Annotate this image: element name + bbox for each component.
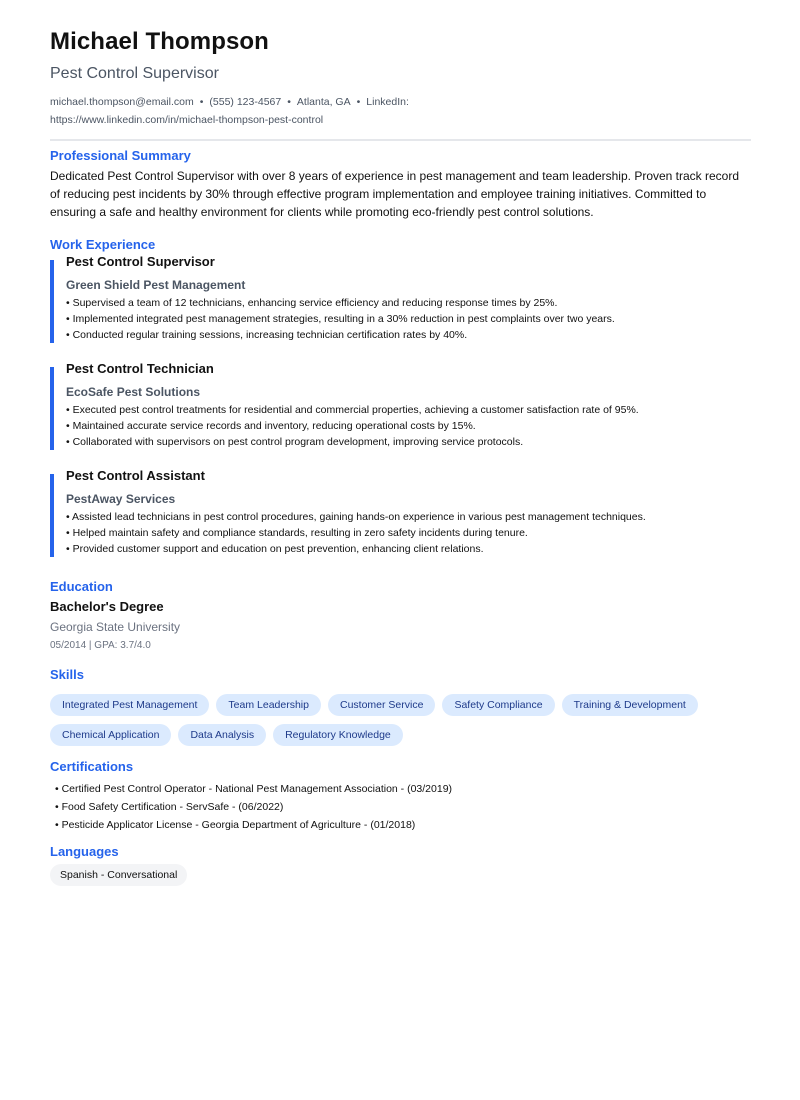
job-bullets <box>66 295 751 343</box>
skill-chips <box>50 694 750 746</box>
skill-chip: Regulatory Knowledge <box>273 724 403 746</box>
candidate-name: Michael Thompson <box>50 28 269 55</box>
linkedin-link[interactable]: https://www.linkedin.com/in/michael-thompson-pest-control <box>50 114 324 126</box>
section-heading-certifications: Certifications <box>50 759 134 774</box>
section-heading-summary: Professional Summary <box>50 148 191 163</box>
job-bullet: • Conducted regular training sessions, increasing technician certification rates by 40%. <box>66 329 468 341</box>
education-meta: 05/2014 | GPA: 3.7/4.0 <box>50 640 151 651</box>
job-role: Pest Control Assistant <box>66 468 205 483</box>
languages-section <box>50 843 751 886</box>
job-bullet: • Executed pest control treatments for residential and commercial properties, achieving a customer satisfaction rate of 95%. <box>66 404 639 416</box>
summary-text: Dedicated Pest Control Supervisor with over 8 years of experience in pest management and team leadership. Proven track record of reducing pest incidents by 30% through effective program implementation and employee training initiatives. Committed to ensuring a safe and healthy environment for clients while promoting eco-friendly pest control solutions. <box>50 169 740 219</box>
job-entry <box>50 468 751 557</box>
job-role: Pest Control Supervisor <box>66 254 215 269</box>
skills-section <box>50 666 751 746</box>
contact-separator: • <box>287 96 291 108</box>
job-bullets <box>66 402 751 450</box>
email-link[interactable]: michael.thompson@email.com <box>50 96 194 108</box>
job-company: PestAway Services <box>66 492 176 506</box>
summary-section <box>50 147 751 221</box>
skill-chip: Data Analysis <box>178 724 266 746</box>
certification-item: • Food Safety Certification - ServSafe - (06/2022) <box>55 801 284 813</box>
skill-chip: Integrated Pest Management <box>50 694 209 716</box>
job-bullet: • Collaborated with supervisors on pest control program development, improving service protocols. <box>66 436 524 448</box>
certification-item: • Pesticide Applicator License - Georgia Department of Agriculture - (01/2018) <box>55 819 416 831</box>
job-bullet: • Helped maintain safety and compliance standards, resulting in zero safety incidents during tenure. <box>66 527 528 539</box>
section-heading-education: Education <box>50 579 113 594</box>
skill-chip: Team Leadership <box>216 694 321 716</box>
skill-chip: Customer Service <box>328 694 435 716</box>
skill-chip: Chemical Application <box>50 724 171 746</box>
section-heading-skills: Skills <box>50 667 84 682</box>
job-bullet: • Implemented integrated pest management strategies, resulting in a 30% reduction in pest complaints over two years. <box>66 313 615 325</box>
job-bullets <box>66 509 751 557</box>
job-bullet: • Provided customer support and education on pest prevention, enhancing client relations. <box>66 543 484 555</box>
location-text: Atlanta, GA <box>296 96 351 108</box>
job-entry <box>50 361 751 450</box>
language-chip: Spanish - Conversational <box>50 864 187 886</box>
section-heading-experience: Work Experience <box>50 237 156 252</box>
job-company: EcoSafe Pest Solutions <box>66 385 201 399</box>
job-bullet: • Maintained accurate service records and inventory, reducing operational costs by 15%. <box>66 420 476 432</box>
job-bullet: • Supervised a team of 12 technicians, enhancing service efficiency and reducing response times by 25%. <box>66 297 558 309</box>
skill-chip: Safety Compliance <box>442 694 554 716</box>
education-section <box>50 578 751 654</box>
header-divider <box>50 139 751 141</box>
certification-list <box>50 780 751 834</box>
job-role: Pest Control Technician <box>66 361 214 376</box>
contact-separator: • <box>199 96 204 108</box>
resume-header <box>50 26 751 129</box>
school-name: Georgia State University <box>50 620 181 634</box>
job-bullet: • Assisted lead technicians in pest control procedures, gaining hands-on experience in various pest management techniques. <box>66 511 646 523</box>
experience-section <box>50 236 751 557</box>
contact-separator: • <box>356 96 361 108</box>
skill-chip: Training & Development <box>562 694 698 716</box>
candidate-title: Pest Control Supervisor <box>50 65 219 82</box>
certifications-section <box>50 758 751 834</box>
job-company: Green Shield Pest Management <box>66 278 246 292</box>
certification-item: • Certified Pest Control Operator - National Pest Management Association - (03/2019) <box>55 783 453 795</box>
phone-text: (555) 123-4567 <box>209 96 282 108</box>
degree-name: Bachelor's Degree <box>50 599 164 614</box>
linkedin-label: LinkedIn: <box>366 96 409 108</box>
job-entry <box>50 254 751 343</box>
contact-line <box>50 93 430 129</box>
section-heading-languages: Languages <box>50 844 119 859</box>
